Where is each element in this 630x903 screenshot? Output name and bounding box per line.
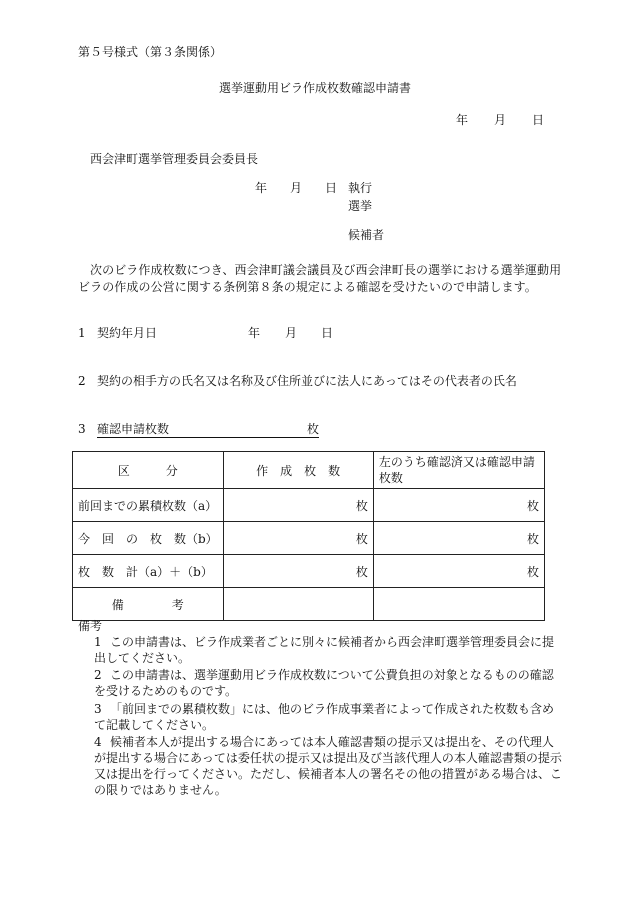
note-item	[94, 634, 564, 666]
application-statement: 次のビラ作成枚数につき、西会津町議会議員及び西会津町長の選挙における選挙運動用ビラの作成の公営に関する条例第８条の規定による確認を受けたいので申請します。	[78, 263, 562, 294]
created-count-cell[interactable]: 枚	[223, 489, 373, 522]
election-date-day: 日	[325, 181, 338, 195]
item-requested-count	[78, 421, 319, 438]
header-category: 区 分	[73, 452, 224, 489]
candidate-label: 候補者	[348, 228, 385, 242]
note-text: 候補者本人が提出する場合にあっては本人確認書類の提示又は提出を、その代理人が提出する場合にあっては委任状の提示又は提出及び当該代理人の本人確認書類の提示又は提出を行ってください。ただし、候補者本人の署名その他の措置がある場合は、この限りではありません。	[94, 735, 563, 797]
item-label: 契約年月日	[97, 326, 158, 340]
requested-count-line	[97, 421, 319, 438]
addressee: 西会津町選挙管理委員会委員長	[90, 152, 259, 166]
application-date-day: 日	[532, 113, 545, 127]
item-number: 1	[78, 326, 86, 340]
election-executed-label: 執行	[348, 181, 373, 195]
row-label: 枚 数 計（a）＋（b）	[73, 555, 224, 588]
row-label: 前回までの累積枚数（a）	[73, 489, 224, 522]
item-label: 確認申請枚数	[97, 422, 170, 436]
table-row	[73, 555, 545, 588]
note-item	[94, 734, 564, 798]
item-label: 契約の相手方の氏名又は名称及び住所並びに法人にあってはその代表者の氏名	[97, 374, 517, 388]
item-contract-date	[78, 325, 157, 341]
remarks-cell[interactable]	[373, 588, 544, 621]
table-header-row	[73, 452, 545, 489]
election-label: 選挙	[348, 199, 373, 213]
election-date-month: 月	[290, 181, 303, 195]
created-count-cell[interactable]: 枚	[223, 555, 373, 588]
contract-date-year: 年	[248, 326, 261, 340]
form-number: 第５号様式（第３条関係）	[78, 45, 223, 59]
notes-title: 備考	[78, 619, 103, 633]
note-number: 1	[94, 635, 102, 649]
confirmed-count-cell[interactable]: 枚	[373, 555, 544, 588]
confirmed-count-cell[interactable]: 枚	[373, 489, 544, 522]
item-number: 3	[78, 422, 86, 436]
item-contractor	[78, 373, 517, 389]
note-number: 3	[94, 702, 102, 716]
row-label: 今 回 の 枚 数（b）	[73, 522, 224, 555]
note-text: この申請書は、選挙運動用ビラ作成枚数について公費負担の対象となるものの確認を受けるためのものです。	[94, 668, 554, 698]
note-number: 2	[94, 668, 102, 682]
application-date	[456, 112, 544, 128]
note-text: 「前回までの累積枚数」には、他のビラ作成事業者によって作成された枚数も含めて記載してください。	[94, 702, 555, 732]
note-number: 4	[94, 735, 102, 749]
confirmed-count-cell[interactable]: 枚	[373, 522, 544, 555]
contract-date-day: 日	[321, 326, 334, 340]
election-date	[255, 180, 337, 196]
table-row	[73, 522, 545, 555]
table-row	[73, 489, 545, 522]
application-date-year: 年	[456, 113, 469, 127]
application-date-month: 月	[494, 113, 507, 127]
note-text: この申請書は、ビラ作成業者ごとに別々に候補者から西会津町選挙管理委員会に提出してください。	[94, 635, 555, 665]
count-table	[72, 451, 545, 621]
header-confirmed-count: 左のうち確認済又は確認申請枚数	[373, 452, 544, 489]
row-label-remarks: 備 考	[73, 588, 224, 621]
contract-date-fields	[248, 325, 333, 341]
header-created-count: 作 成 枚 数	[223, 452, 373, 489]
note-item	[94, 701, 564, 733]
table-row	[73, 588, 545, 621]
remarks-cell[interactable]	[223, 588, 373, 621]
document-title: 選挙運動用ビラ作成枚数確認申請書	[218, 81, 411, 95]
election-date-year: 年	[255, 181, 268, 195]
item-number: 2	[78, 374, 86, 388]
contract-date-month: 月	[285, 326, 298, 340]
requested-count-unit: 枚	[307, 422, 320, 436]
created-count-cell[interactable]: 枚	[223, 522, 373, 555]
note-item	[94, 667, 564, 699]
